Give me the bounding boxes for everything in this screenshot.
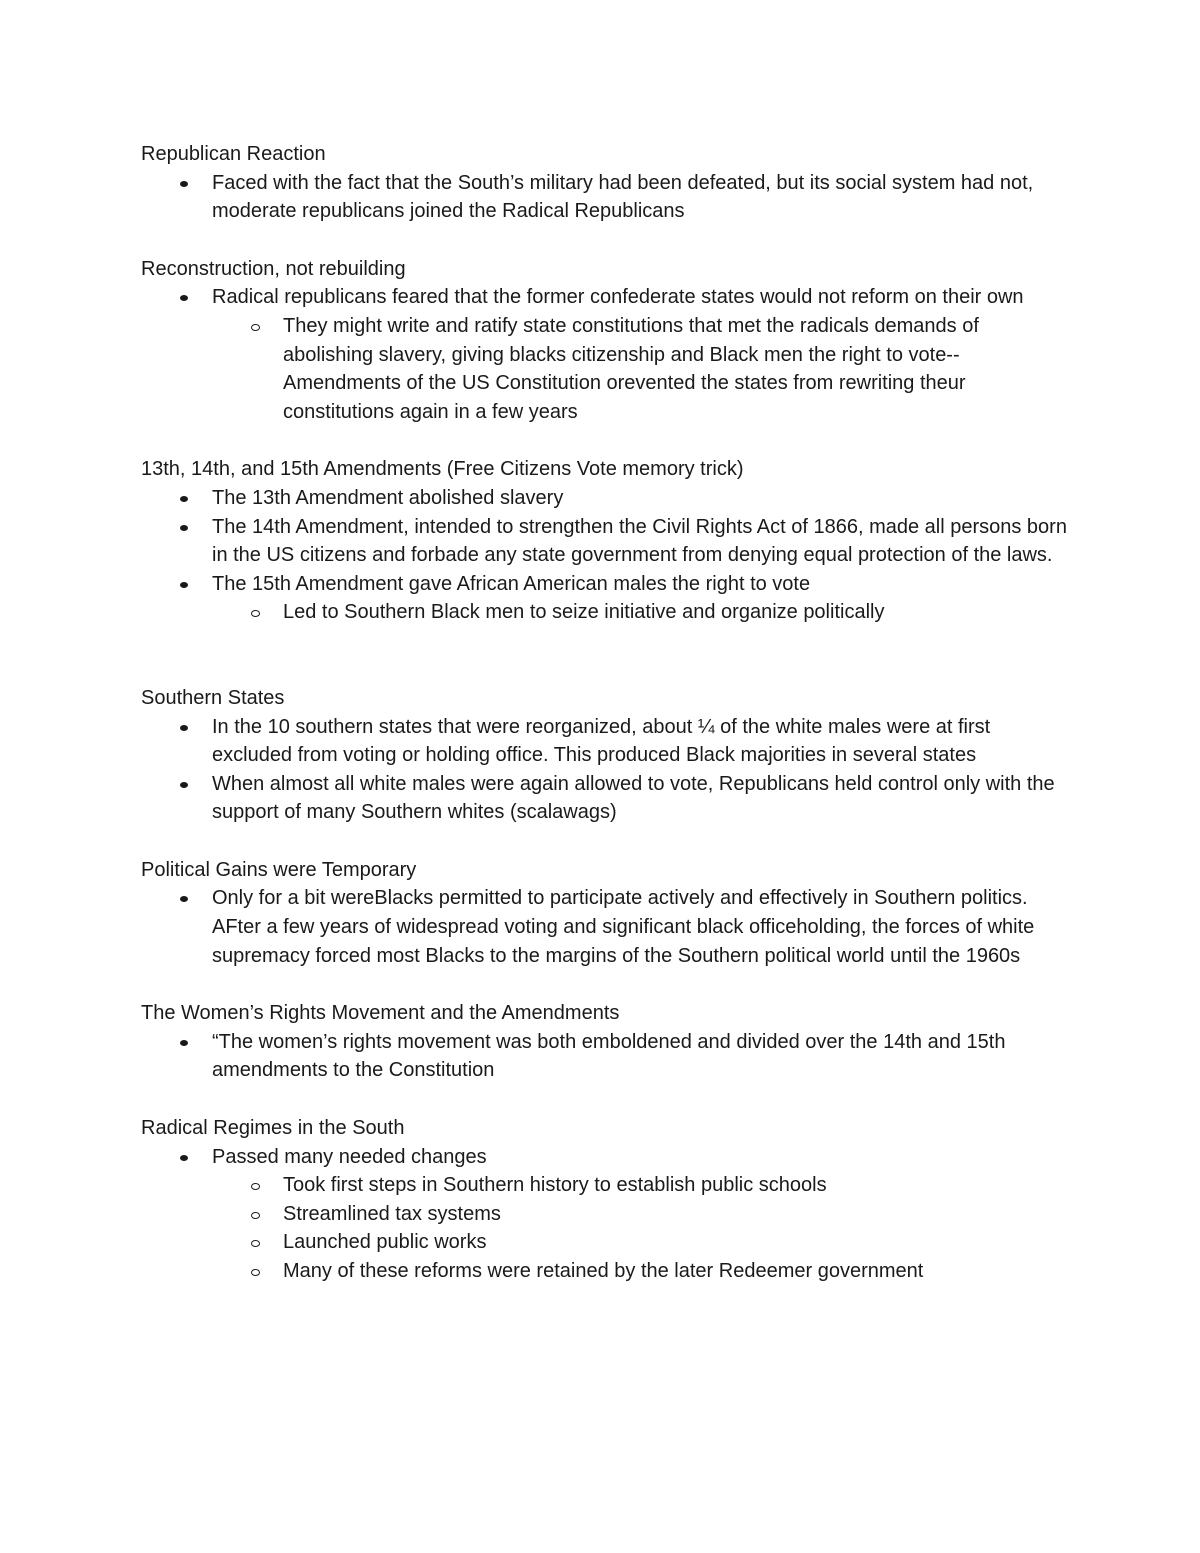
section-heading: Radical Regimes in the South bbox=[141, 1117, 405, 1140]
notes-section bbox=[141, 856, 1071, 970]
bullet-text: Radical republicans feared that the former confederate states would not reform on their own bbox=[212, 286, 1024, 309]
bullet-text: Passed many needed changes bbox=[212, 1145, 487, 1168]
section-spacer bbox=[141, 1085, 1071, 1114]
section-heading: Republican Reaction bbox=[141, 143, 326, 165]
hollow-bullet-icon bbox=[251, 1269, 260, 1276]
bullet-text: In the 10 southern states that were reorganized, about ¼ of the white males were at first excluded from voting or holding office. This produced Black majorities in several states bbox=[212, 715, 991, 767]
sub-bullet-item bbox=[141, 1200, 1071, 1229]
bullet-text: Only for a bit wereBlacks permitted to participate actively and effectively in Southern politics. AFter a few years of widespread voting and significant black officeholding, the forces of white supremacy forced most Blacks to the margins of the Southern political world until the 1960s bbox=[212, 887, 1035, 967]
hollow-bullet-icon bbox=[251, 324, 260, 331]
bullet-item bbox=[141, 884, 1071, 970]
section-heading: Southern States bbox=[141, 686, 285, 709]
bullet-item bbox=[141, 484, 1071, 513]
bullet-text: The 15th Amendment gave African American males the right to vote bbox=[212, 572, 811, 595]
sub-bullet-item bbox=[141, 1171, 1071, 1200]
notes-body bbox=[141, 140, 1071, 1286]
bullet-item bbox=[141, 770, 1071, 827]
notes-section bbox=[141, 140, 1071, 226]
notes-section bbox=[141, 255, 1071, 427]
section-spacer bbox=[141, 827, 1071, 856]
bullet-text: The 14th Amendment, intended to strengthen the Civil Rights Act of 1866, made all persons born in the US citizens and forbade any state government from denying equal protection of the laws. bbox=[212, 515, 1067, 567]
bullet-list bbox=[141, 283, 1071, 426]
bullet-item bbox=[141, 169, 1071, 226]
sub-bullet-item bbox=[141, 1257, 1071, 1286]
bullet-item bbox=[141, 570, 1071, 599]
section-spacer bbox=[141, 226, 1071, 255]
filled-bullet-icon bbox=[180, 181, 188, 187]
filled-bullet-icon bbox=[180, 582, 188, 588]
bullet-item bbox=[141, 1028, 1071, 1085]
bullet-text: The 13th Amendment abolished slavery bbox=[212, 486, 564, 509]
bullet-list bbox=[141, 1028, 1071, 1085]
section-heading: The Women’s Rights Movement and the Amendments bbox=[141, 1002, 620, 1025]
hollow-bullet-icon bbox=[251, 610, 260, 617]
filled-bullet-icon bbox=[180, 525, 188, 531]
section-heading: 13th, 14th, and 15th Amendments (Free Citizens Vote memory trick) bbox=[141, 458, 744, 481]
section-heading: Reconstruction, not rebuilding bbox=[141, 257, 406, 280]
bullet-text: “The women’s rights movement was both emboldened and divided over the 14th and 15th amendments to the Constitution bbox=[212, 1030, 1006, 1082]
section-heading: Political Gains were Temporary bbox=[141, 858, 417, 881]
sub-bullet-item bbox=[141, 1228, 1071, 1257]
notes-section bbox=[141, 1114, 1071, 1286]
filled-bullet-icon bbox=[180, 496, 188, 502]
bullet-list bbox=[141, 169, 1071, 226]
bullet-item bbox=[141, 1143, 1071, 1172]
sub-bullet-text: Launched public works bbox=[283, 1231, 487, 1254]
bullet-list bbox=[141, 1143, 1071, 1286]
notes-section bbox=[141, 999, 1071, 1085]
sub-bullet-text: Many of these reforms were retained by the later Redeemer government bbox=[283, 1260, 924, 1282]
hollow-bullet-icon bbox=[251, 1240, 260, 1247]
filled-bullet-icon bbox=[180, 1155, 188, 1161]
section-spacer bbox=[141, 970, 1071, 999]
bullet-list bbox=[141, 484, 1071, 627]
filled-bullet-icon bbox=[180, 1040, 188, 1046]
notes-section bbox=[141, 684, 1071, 827]
section-spacer bbox=[141, 426, 1071, 455]
hollow-bullet-icon bbox=[251, 1183, 260, 1190]
filled-bullet-icon bbox=[180, 295, 188, 301]
sub-bullet-item bbox=[141, 312, 1071, 426]
bullet-text: When almost all white males were again allowed to vote, Republicans held control only with the support of many Southern whites (scalawags) bbox=[212, 772, 1055, 824]
bullet-list bbox=[141, 884, 1071, 970]
sub-bullet-text: They might write and ratify state constitutions that met the radicals demands of abolishing slavery, giving blacks citizenship and Black men the right to vote--Amendments of the US Constitution orevented the states from rewriting theur constitutions again in a few years bbox=[283, 314, 979, 423]
hollow-bullet-icon bbox=[251, 1212, 260, 1219]
bullet-text: Faced with the fact that the South’s military had been defeated, but its social system had not, moderate republicans joined the Radical Republicans bbox=[212, 171, 1034, 223]
sub-bullet-item bbox=[141, 598, 1071, 627]
bullet-item bbox=[141, 283, 1071, 312]
filled-bullet-icon bbox=[180, 782, 188, 788]
sub-bullet-text: Led to Southern Black men to seize initiative and organize politically bbox=[283, 601, 885, 624]
bullet-list bbox=[141, 713, 1071, 827]
bullet-item bbox=[141, 513, 1071, 570]
sub-bullet-text: Took first steps in Southern history to establish public schools bbox=[283, 1174, 827, 1197]
bullet-item bbox=[141, 713, 1071, 770]
filled-bullet-icon bbox=[180, 896, 188, 902]
notes-section bbox=[141, 455, 1071, 627]
filled-bullet-icon bbox=[180, 725, 188, 731]
sub-bullet-text: Streamlined tax systems bbox=[283, 1202, 501, 1225]
section-spacer bbox=[141, 627, 1071, 684]
